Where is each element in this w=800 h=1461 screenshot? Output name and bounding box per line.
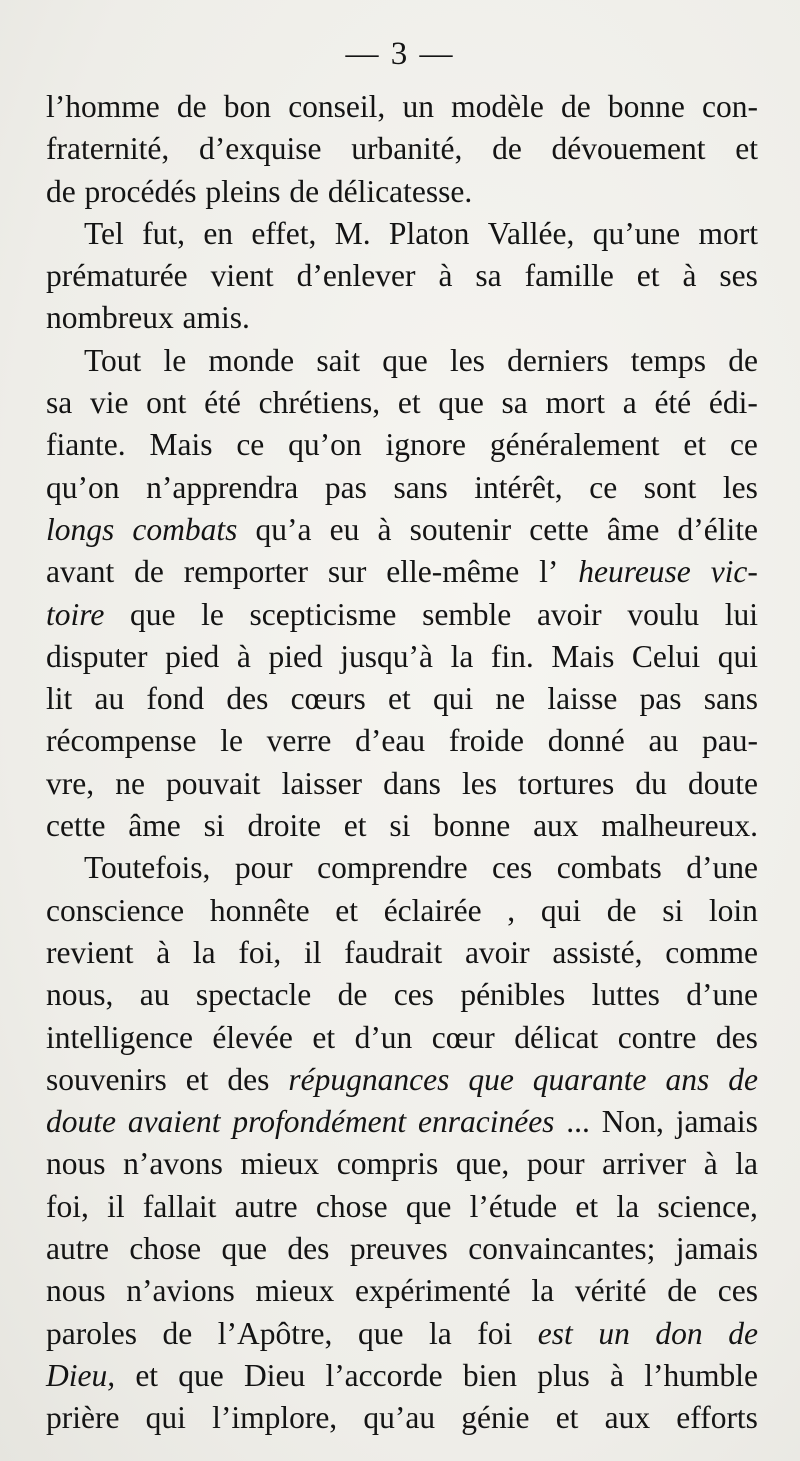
- word: ce: [729, 427, 758, 463]
- text-line: [46, 297, 758, 339]
- word: de: [492, 131, 522, 167]
- word: que: [438, 385, 484, 421]
- word: cœurs: [290, 681, 366, 717]
- text-line: [46, 805, 758, 847]
- word: les: [449, 342, 485, 378]
- word: pas: [324, 469, 367, 505]
- word: que: [405, 1188, 452, 1224]
- word: âme: [606, 511, 660, 547]
- word: vre,: [46, 765, 95, 801]
- word: de: [560, 89, 591, 124]
- word: le: [163, 342, 187, 378]
- word: Dieu: [243, 1357, 306, 1393]
- word: la: [735, 1146, 758, 1182]
- word: bon: [223, 89, 272, 124]
- word: sans: [393, 469, 448, 505]
- word: science,: [657, 1188, 758, 1224]
- word: contre: [617, 1019, 697, 1055]
- word: à: [236, 638, 251, 674]
- word: généralement: [489, 427, 660, 463]
- word: répugnances: [288, 1061, 450, 1097]
- word: ne: [115, 765, 145, 801]
- word: fraternité,: [46, 131, 170, 167]
- text-line: [46, 509, 758, 551]
- word: que,: [455, 1146, 510, 1182]
- word: du: [635, 765, 667, 801]
- word: à: [156, 934, 171, 970]
- word: élevée: [212, 1019, 293, 1055]
- word: compris: [336, 1146, 439, 1182]
- text-line: [46, 86, 758, 128]
- word: et: [312, 1019, 336, 1055]
- word: voulu: [627, 596, 700, 632]
- text-line: [46, 128, 758, 170]
- word: profondément: [232, 1104, 407, 1140]
- word: mort: [545, 385, 606, 421]
- text-line: [46, 255, 758, 297]
- text-line: [46, 171, 758, 213]
- word: preuves: [349, 1231, 448, 1267]
- word: autre: [46, 1231, 109, 1267]
- word: nous: [46, 1273, 106, 1309]
- word: et: [335, 892, 358, 928]
- word: les: [461, 765, 497, 801]
- word: qu’au: [363, 1400, 436, 1436]
- page-number: — 3 —: [345, 36, 455, 72]
- word: bien: [462, 1357, 518, 1393]
- word: plus: [537, 1357, 590, 1393]
- word: procédés: [84, 173, 197, 209]
- word: que: [178, 1357, 224, 1393]
- word: M.: [334, 215, 371, 251]
- text-line: [46, 1355, 758, 1397]
- word: au: [94, 681, 125, 717]
- word: que: [129, 596, 176, 632]
- word: d’eau: [355, 723, 426, 759]
- word: verre: [266, 723, 332, 759]
- text-line: [46, 1397, 758, 1439]
- word: toire: [46, 596, 105, 632]
- text-line: [46, 720, 758, 762]
- word: la: [616, 1188, 640, 1224]
- word: doute: [687, 765, 758, 801]
- word: efforts: [676, 1400, 758, 1436]
- word: de: [289, 173, 320, 209]
- word: qu’a: [255, 511, 312, 547]
- word: effet,: [251, 215, 317, 251]
- word: il: [107, 1188, 125, 1224]
- text-line: [46, 636, 758, 678]
- word: à: [377, 511, 392, 547]
- word: l’implore,: [212, 1400, 338, 1436]
- word: dévouement: [551, 131, 706, 167]
- word: fut,: [142, 215, 185, 251]
- word: pour: [234, 850, 293, 886]
- word: si: [203, 808, 225, 844]
- word: lui: [724, 596, 758, 632]
- word: qui: [432, 681, 474, 717]
- word: mieux: [240, 1146, 320, 1182]
- word: à: [610, 1357, 624, 1393]
- word: Mais: [551, 638, 615, 674]
- word: Celui: [631, 638, 701, 674]
- word: avoir: [536, 596, 602, 632]
- word: pouvait: [166, 765, 261, 801]
- word: au: [139, 977, 170, 1013]
- word: chrétiens,: [258, 385, 381, 421]
- word: foi,: [46, 1188, 89, 1224]
- word: autre: [234, 1188, 298, 1224]
- word: intérêt,: [474, 469, 563, 505]
- word: foi: [477, 1315, 513, 1351]
- word: de: [162, 1315, 193, 1351]
- word: à: [438, 258, 453, 294]
- word: ce: [589, 469, 618, 505]
- word: don: [655, 1315, 703, 1351]
- text-line: [46, 340, 758, 382]
- word: combats: [556, 850, 662, 886]
- word: prématurée: [46, 258, 188, 294]
- word: pau-: [702, 723, 758, 759]
- word: bonne: [607, 89, 685, 124]
- word: longs: [46, 511, 115, 547]
- word: arriver: [602, 1146, 687, 1182]
- word: ces: [492, 850, 533, 886]
- word: monde: [208, 342, 295, 378]
- word: qui: [145, 1400, 186, 1436]
- word: doute: [46, 1104, 116, 1140]
- word: d’élite: [677, 511, 758, 547]
- word: qui: [540, 892, 582, 928]
- word: sans: [703, 681, 758, 717]
- word: vérité: [574, 1273, 647, 1309]
- word: édi-: [708, 385, 758, 421]
- word: qu’on: [46, 469, 120, 505]
- word: génie: [461, 1400, 530, 1436]
- word: derniers: [507, 342, 609, 378]
- word: n’avons: [123, 1146, 223, 1182]
- word: et: [575, 1188, 599, 1224]
- text-line: [46, 1143, 758, 1185]
- word: et: [185, 1061, 209, 1097]
- word: l’humble: [644, 1357, 758, 1393]
- word: été: [204, 385, 241, 421]
- word: été: [654, 385, 692, 421]
- word: a: [622, 385, 637, 421]
- word: et: [636, 258, 660, 294]
- word: ans: [665, 1061, 710, 1097]
- word: Non,: [601, 1104, 664, 1140]
- word: froide: [448, 723, 525, 759]
- word: des: [715, 1019, 758, 1055]
- word: amis.: [182, 300, 250, 336]
- word: souvenirs: [46, 1061, 167, 1097]
- word: elle-même: [386, 554, 520, 590]
- word: en: [203, 215, 234, 251]
- word: quarante: [532, 1061, 647, 1097]
- word: luttes: [591, 977, 660, 1013]
- word: cœur: [431, 1019, 495, 1055]
- word: sa: [501, 385, 528, 421]
- word: droite: [247, 808, 321, 844]
- word: cette: [529, 511, 589, 547]
- word: que: [468, 1061, 514, 1097]
- text-line: [46, 382, 758, 424]
- word: fin.: [490, 638, 534, 674]
- word: au: [648, 723, 679, 759]
- word: d’enlever: [296, 258, 416, 294]
- word: et: [397, 385, 421, 421]
- word: la: [192, 934, 216, 970]
- word: urbanité,: [351, 131, 463, 167]
- text-line: [46, 678, 758, 720]
- word: un: [598, 1315, 630, 1351]
- word: pleins: [205, 173, 281, 209]
- word: l’accorde: [325, 1357, 443, 1393]
- word: tortures: [518, 765, 615, 801]
- word: sa: [46, 385, 73, 421]
- text-line: [46, 1059, 758, 1101]
- word: pied: [268, 638, 323, 674]
- text-line: [46, 1228, 758, 1270]
- word: pas: [639, 681, 682, 717]
- word: avoir: [464, 934, 530, 970]
- word: et: [388, 681, 411, 717]
- word: mort: [698, 215, 758, 251]
- word: de: [728, 1315, 758, 1351]
- word: que: [221, 1231, 267, 1267]
- word: qu’une: [592, 215, 681, 251]
- text-line: [46, 890, 758, 932]
- text-line: [46, 424, 758, 466]
- word: Vallée,: [487, 215, 575, 251]
- word: faudrait: [344, 934, 443, 970]
- word: modèle: [451, 89, 544, 124]
- word: conseil,: [288, 89, 386, 124]
- text-line: [46, 213, 758, 255]
- word: le: [220, 723, 243, 759]
- word: eu: [329, 511, 360, 547]
- text-line: [46, 1313, 758, 1355]
- text-line: [46, 1270, 758, 1312]
- word: prière: [46, 1400, 120, 1436]
- word: d’un: [354, 1019, 413, 1055]
- word: des: [287, 1231, 330, 1267]
- word: sont: [643, 469, 697, 505]
- word: éclairée: [383, 892, 482, 928]
- word: famille: [524, 258, 614, 294]
- word: comme: [665, 934, 758, 970]
- word: loin: [708, 892, 758, 928]
- word: fallait: [142, 1188, 217, 1224]
- word: l’étude: [469, 1188, 558, 1224]
- word: enracinées: [418, 1104, 555, 1140]
- word: heureuse: [578, 554, 691, 590]
- word: aux: [533, 808, 579, 844]
- word: ont: [146, 385, 187, 421]
- word: sur: [327, 554, 367, 590]
- text-line: [46, 594, 758, 636]
- word: malheureux.: [601, 808, 758, 844]
- word: vic-: [710, 554, 758, 590]
- word: nous: [46, 1146, 106, 1182]
- word: dans: [383, 765, 441, 801]
- word: remporter: [183, 554, 308, 590]
- word: ses: [719, 258, 758, 294]
- word: cette: [46, 808, 106, 844]
- word: la: [450, 638, 474, 674]
- word: combats: [132, 511, 238, 547]
- word: comprendre: [317, 850, 468, 886]
- word: avaient: [127, 1104, 221, 1140]
- word: n’apprendra: [146, 469, 299, 505]
- word: de: [176, 89, 207, 124]
- word: d’exquise: [199, 131, 322, 167]
- word: Dieu,: [46, 1357, 116, 1393]
- text-line: [46, 847, 758, 889]
- word: l’Apôtre,: [217, 1315, 333, 1351]
- text-line: [46, 1017, 758, 1059]
- word: jusqu’à: [340, 638, 433, 674]
- word: conscience: [46, 892, 185, 928]
- word: qui: [717, 638, 758, 674]
- word: avant: [46, 554, 115, 590]
- word: âme: [128, 808, 181, 844]
- word: des: [226, 681, 269, 717]
- text-line: [46, 974, 758, 1016]
- word: le: [201, 596, 224, 632]
- word: l’homme: [46, 89, 160, 124]
- word: vient: [210, 258, 274, 294]
- word: de: [337, 977, 368, 1013]
- word: fond: [146, 681, 205, 717]
- word: un: [402, 89, 434, 124]
- word: de: [728, 342, 758, 378]
- word: l’: [539, 554, 559, 590]
- word: pénibles: [460, 977, 566, 1013]
- word: ces: [393, 977, 434, 1013]
- text-line: [46, 1186, 758, 1228]
- word: spectacle: [195, 977, 312, 1013]
- word: lit: [46, 681, 73, 717]
- word: de: [606, 892, 637, 928]
- word: con-: [702, 89, 758, 124]
- word: délicatesse.: [327, 173, 473, 209]
- word: temps: [630, 342, 707, 378]
- word: et: [735, 131, 758, 167]
- word: à: [703, 1146, 718, 1182]
- word: jamais: [675, 1104, 758, 1140]
- word: d’une: [686, 850, 758, 886]
- word: scepticisme: [249, 596, 397, 632]
- word: ne: [495, 681, 526, 717]
- word: foi,: [238, 934, 282, 970]
- word: que: [357, 1315, 404, 1351]
- word: nous,: [46, 977, 114, 1013]
- word: paroles: [46, 1315, 137, 1351]
- word: ,: [507, 892, 516, 928]
- word: que: [382, 342, 428, 378]
- word: Tout: [84, 342, 142, 378]
- word: nombreux: [46, 300, 174, 336]
- word: intelligence: [46, 1019, 193, 1055]
- word: des: [227, 1061, 270, 1097]
- word: de: [46, 173, 76, 209]
- word: de: [667, 1273, 698, 1309]
- word: qu’on: [288, 427, 362, 463]
- word: et: [343, 808, 367, 844]
- word: revient: [46, 934, 134, 970]
- word: de: [134, 554, 164, 590]
- word: aux: [604, 1400, 651, 1436]
- word: est: [537, 1315, 573, 1351]
- word: expérimenté: [354, 1273, 511, 1309]
- word: pour: [526, 1146, 585, 1182]
- word: récompense: [46, 723, 197, 759]
- word: fiante.: [46, 427, 126, 463]
- word: bonne: [433, 808, 511, 844]
- text-line: [46, 467, 758, 509]
- word: convaincantes;: [468, 1231, 656, 1267]
- word: et: [555, 1400, 579, 1436]
- word: il: [304, 934, 322, 970]
- word: si: [389, 808, 411, 844]
- word: la: [428, 1315, 452, 1351]
- word: sa: [475, 258, 502, 294]
- text-line: [46, 932, 758, 974]
- word: soutenir: [409, 511, 512, 547]
- word: mieux: [255, 1273, 335, 1309]
- word: chose: [315, 1188, 388, 1224]
- word: n’avions: [126, 1273, 235, 1309]
- body-text: [46, 86, 758, 1440]
- word: délicat: [514, 1019, 599, 1055]
- word: les: [722, 469, 758, 505]
- word: donné: [547, 723, 625, 759]
- word: à: [682, 258, 697, 294]
- word: jamais: [675, 1231, 758, 1267]
- word: d’une: [686, 977, 758, 1013]
- word: Platon: [388, 215, 470, 251]
- text-line: [46, 763, 758, 805]
- word: honnête: [209, 892, 310, 928]
- word: assisté,: [552, 934, 643, 970]
- word: Tel: [84, 215, 124, 251]
- word: disputer: [46, 638, 148, 674]
- word: laisser: [281, 765, 363, 801]
- word: Toutefois,: [84, 850, 211, 886]
- word: sait: [316, 342, 361, 378]
- word: de: [728, 1061, 758, 1097]
- word: semble: [422, 596, 512, 632]
- word: ...: [566, 1104, 590, 1140]
- word: et: [135, 1357, 159, 1393]
- word: Mais: [149, 427, 213, 463]
- word: ignore: [385, 427, 466, 463]
- word: ces: [717, 1273, 758, 1309]
- word: ce: [236, 427, 265, 463]
- word: la: [531, 1273, 555, 1309]
- word: chose: [129, 1231, 202, 1267]
- word: pied: [165, 638, 220, 674]
- word: si: [662, 892, 684, 928]
- word: laisse: [547, 681, 618, 717]
- word: vie: [89, 385, 129, 421]
- text-line: [46, 551, 758, 593]
- text-line: [46, 1101, 758, 1143]
- word: et: [683, 427, 707, 463]
